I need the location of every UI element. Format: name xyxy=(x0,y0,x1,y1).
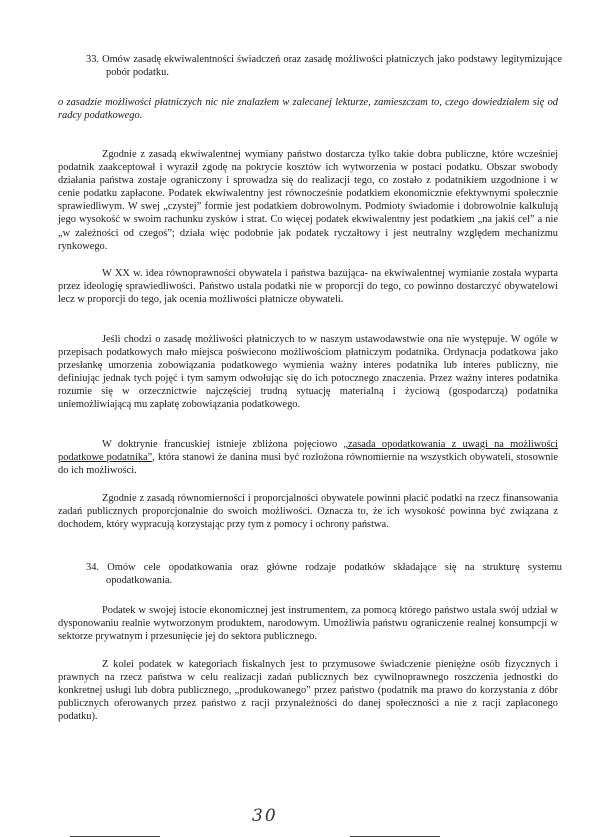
paragraph-istota-ekonomiczna: Podatek w swojej istocie ekonomicznej jest instrumentem, za pomocą którego państwo ustala swój udział w dysponowaniu realnie wytworzonym produktem, narodowym. Umożliwia państwu ograniczenie realnej konsumpcji w sektorze prywatnym i przesunięcie jej do sektora publicznego. xyxy=(58,605,558,643)
page-number: 30 xyxy=(252,806,278,826)
paragraph-doktryna-francuska xyxy=(58,438,558,477)
question-33-number: 33. xyxy=(86,54,99,65)
question-33-text: Omów zasadę ekwiwalentności świadczeń oraz zasadę możliwości płatniczych jako podstawy legitymizujące pobór podatku. xyxy=(102,54,562,79)
question-34-number: 34. xyxy=(86,562,99,573)
question-34-text: Omów cele opodatkowania oraz główne rodzaje podatków składające się na strukturę systemu opodatkowania. xyxy=(106,562,562,587)
doktryna-underlined-term: „zasada opodatkowania z uwagi na możliwości podatkowe podatnika” xyxy=(58,439,558,464)
doktryna-text-after: , która stanowi że danina musi być rozłożona równomiernie na wszystkich obywateli, stosownie do ich możliwości. xyxy=(58,452,558,477)
paragraph-mozliwosci-platnicze: Jeśli chodzi o zasadę możliwości płatniczych to w naszym ustawodawstwie ona nie występuje. W ogóle w przepisach podatkowych mało miejsca poświecono możliwościom płatniczym podatnika. Ordynacja podatkowa jako przesłankę umorzenia zobowiązania podatkowego wymienia ważny interes podatnika lub interes publiczny, nie definiując jednak tych pojęć i tym samym odwołując się do ich potocznego znaczenia. Przez ważny interes podatnika rozumie się w orzecznictwie najczęściej trudną sytuację materialną i życiową (gospodarczą) podatnika uniemożliwiającą mu zapłatę zobowiązania podatkowego. xyxy=(58,334,558,411)
paragraph-kategorie-fiskalne: Z kolei podatek w kategoriach fiskalnych jest to przymusowe świadczenie pieniężne osób fizycznych i prawnych na rzecz państwa w celu realizacji zadań publicznych bez cywilnoprawnego roszczenia jednostki do konkretnej usługi lub dobra publicznego, „produkowanego” przez państwo (podatnik ma prawo do korzystania z dóbr publicznych oferowanych przez państwo z racji przynależności do danej społeczności a nie z racji zapłaconego podatku). xyxy=(58,659,558,723)
paragraph-ekwiwalentnosc: Zgodnie z zasadą ekwiwalentnej wymiany państwo dostarcza tylko takie dobra publiczne, które wcześniej podatnik zaakceptował i wyraził zgodę na pokrycie kosztów ich wytworzenia w postaci podatku. Obszar swobody działania państwa zostaje ograniczony i sprowadza się do realizacji tego, co zostało z podatnikiem uzgodnione i w cenie podatku zapłacone. Podatek ekwiwalentny jest równocześnie podatkiem ekonomicznie efektywnymi społecznie sprawiedliwym. W swej „czystej” formie jest podatkiem dobrowolnym. Podmioty świadomie i dobrowolnie kalkulują jego wysokość w swoim rachunku zysków i strat. Co więcej podatek ekwiwalentny jest podatkiem „na jakiś cel” a nie „w zależności od czegoś”; działa więc podobnie jak podatek ryczałtowy i jest neutralny względem mechanizmu rynkowego. xyxy=(58,149,558,252)
doktryna-text-before: W doktrynie francuskiej istnieje zbliżona pojęciowo xyxy=(102,439,344,450)
paragraph-rownomiernosc: Zgodnie z zasadą równomierności i proporcjalności obywatele powinni płacić podatki na rzecz finansowania zadań publicznych proporcjonalnie do swoich możliwości. Oznacza to, że ich wysokość powinna być związana z dochodem, który wypracują korzystając przy tym z pomocy i ochrony państwa. xyxy=(58,493,558,531)
paragraph-xx-wiek: W XX w. idea równoprawności obywatela i państwa bazująca- na ekwiwalentnej wymianie została wyparta przez ideologię sprawiedliwości. Państwo ustala podatki nie w proporcji do tego, co powinno dostarczyć obywatelowi lecz w proporcji do tego, jak ocenia możliwości płatnicze obywateli. xyxy=(58,268,558,306)
question-33 xyxy=(86,53,562,79)
question-34 xyxy=(86,561,562,587)
author-note: o zasadzie możliwości płatniczych nic nie znalazłem w zalecanej lekturze, zamieszczam to, czego dowiedziałem się od radcy podatkowego. xyxy=(58,97,558,122)
